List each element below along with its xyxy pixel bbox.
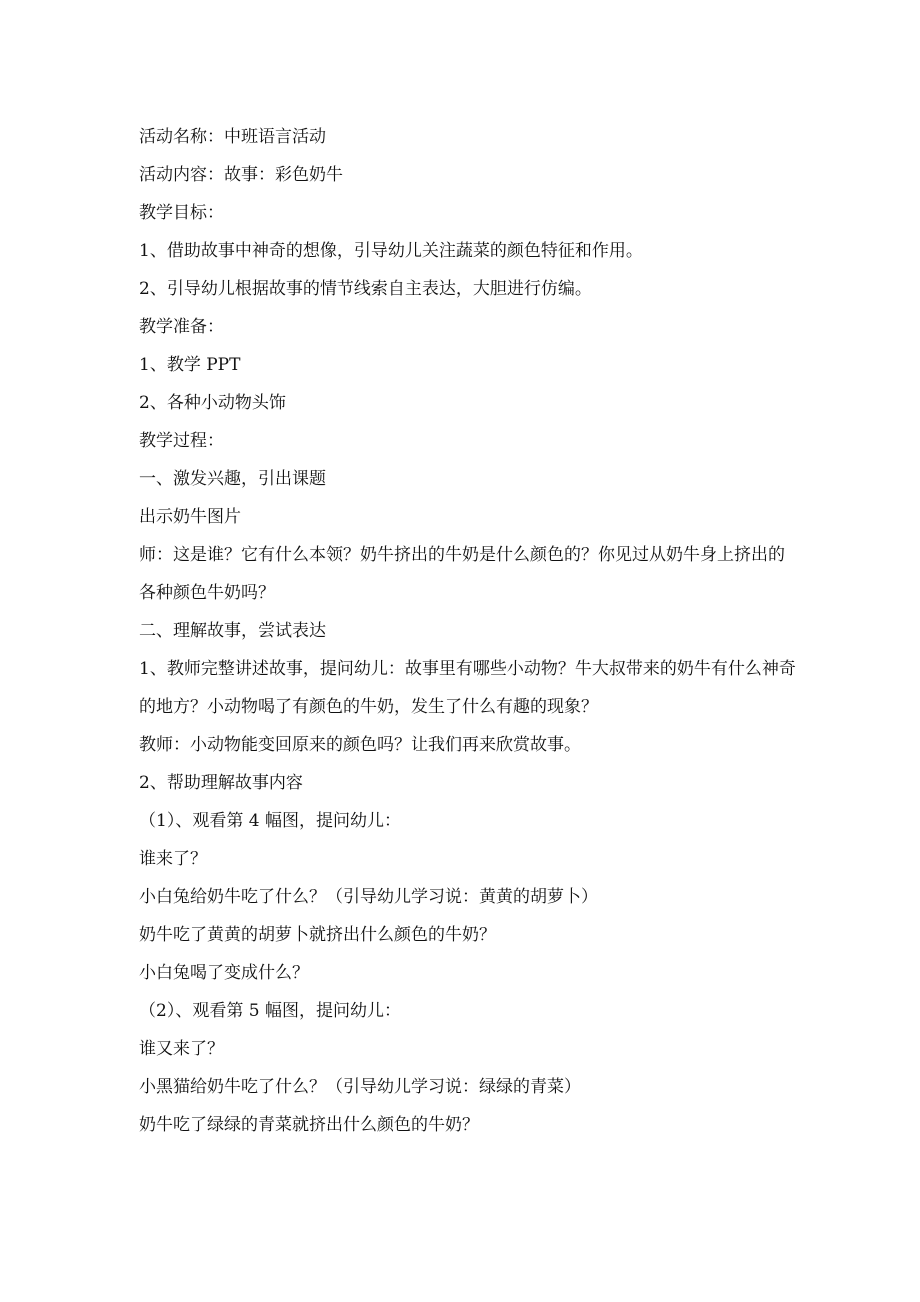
document-body	[139, 118, 799, 1144]
body-paragraph: 1、教师完整讲述故事，提问幼儿：故事里有哪些小动物？牛大叔带来的奶牛有什么神奇的地方？小动物喝了有颜色的牛奶，发生了什么有趣的现象？	[139, 659, 796, 717]
section-heading-preparation: 教学准备：	[139, 317, 224, 337]
body-paragraph: 出示奶牛图片	[139, 507, 241, 527]
body-paragraph: 教师：小动物能变回原来的颜色吗？让我们再来欣赏故事。	[139, 735, 581, 755]
goal-item: 1、借助故事中神奇的想像，引导幼儿关注蔬菜的颜色特征和作用。	[139, 241, 643, 261]
body-paragraph: 小白兔给奶牛吃了什么？（引导幼儿学习说：黄黄的胡萝卜）	[139, 887, 598, 907]
section-heading-process: 教学过程：	[139, 431, 224, 451]
body-paragraph: （2）、观看第 5 幅图，提问幼儿：	[139, 1001, 401, 1021]
body-paragraph: 奶牛吃了绿绿的青菜就挤出什么颜色的牛奶？	[139, 1115, 479, 1135]
preparation-item: 2、各种小动物头饰	[139, 393, 286, 413]
body-paragraph: 小黑猫给奶牛吃了什么？（引导幼儿学习说：绿绿的青菜）	[139, 1077, 581, 1097]
process-step-heading: 二、理解故事，尝试表达	[139, 621, 326, 641]
body-paragraph: 小白兔喝了变成什么？	[139, 963, 309, 983]
body-paragraph: 2、帮助理解故事内容	[139, 773, 303, 793]
section-heading-goals: 教学目标：	[139, 203, 224, 223]
preparation-item: 1、教学 PPT	[139, 355, 241, 375]
process-step-heading: 一、激发兴趣，引出课题	[139, 469, 326, 489]
body-paragraph: 谁来了？	[139, 849, 207, 869]
body-paragraph: （1）、观看第 4 幅图，提问幼儿：	[139, 811, 401, 831]
goal-item: 2、引导幼儿根据故事的情节线索自主表达，大胆进行仿编。	[139, 279, 592, 299]
activity-content: 活动内容：故事：彩色奶牛	[139, 165, 343, 185]
body-paragraph: 师：这是谁？它有什么本领？奶牛挤出的牛奶是什么颜色的？你见过从奶牛身上挤出的各种颜色牛奶吗？	[139, 545, 785, 603]
activity-name: 活动名称：中班语言活动	[139, 127, 326, 147]
body-paragraph: 奶牛吃了黄黄的胡萝卜就挤出什么颜色的牛奶？	[139, 925, 496, 945]
body-paragraph: 谁又来了？	[139, 1039, 224, 1059]
